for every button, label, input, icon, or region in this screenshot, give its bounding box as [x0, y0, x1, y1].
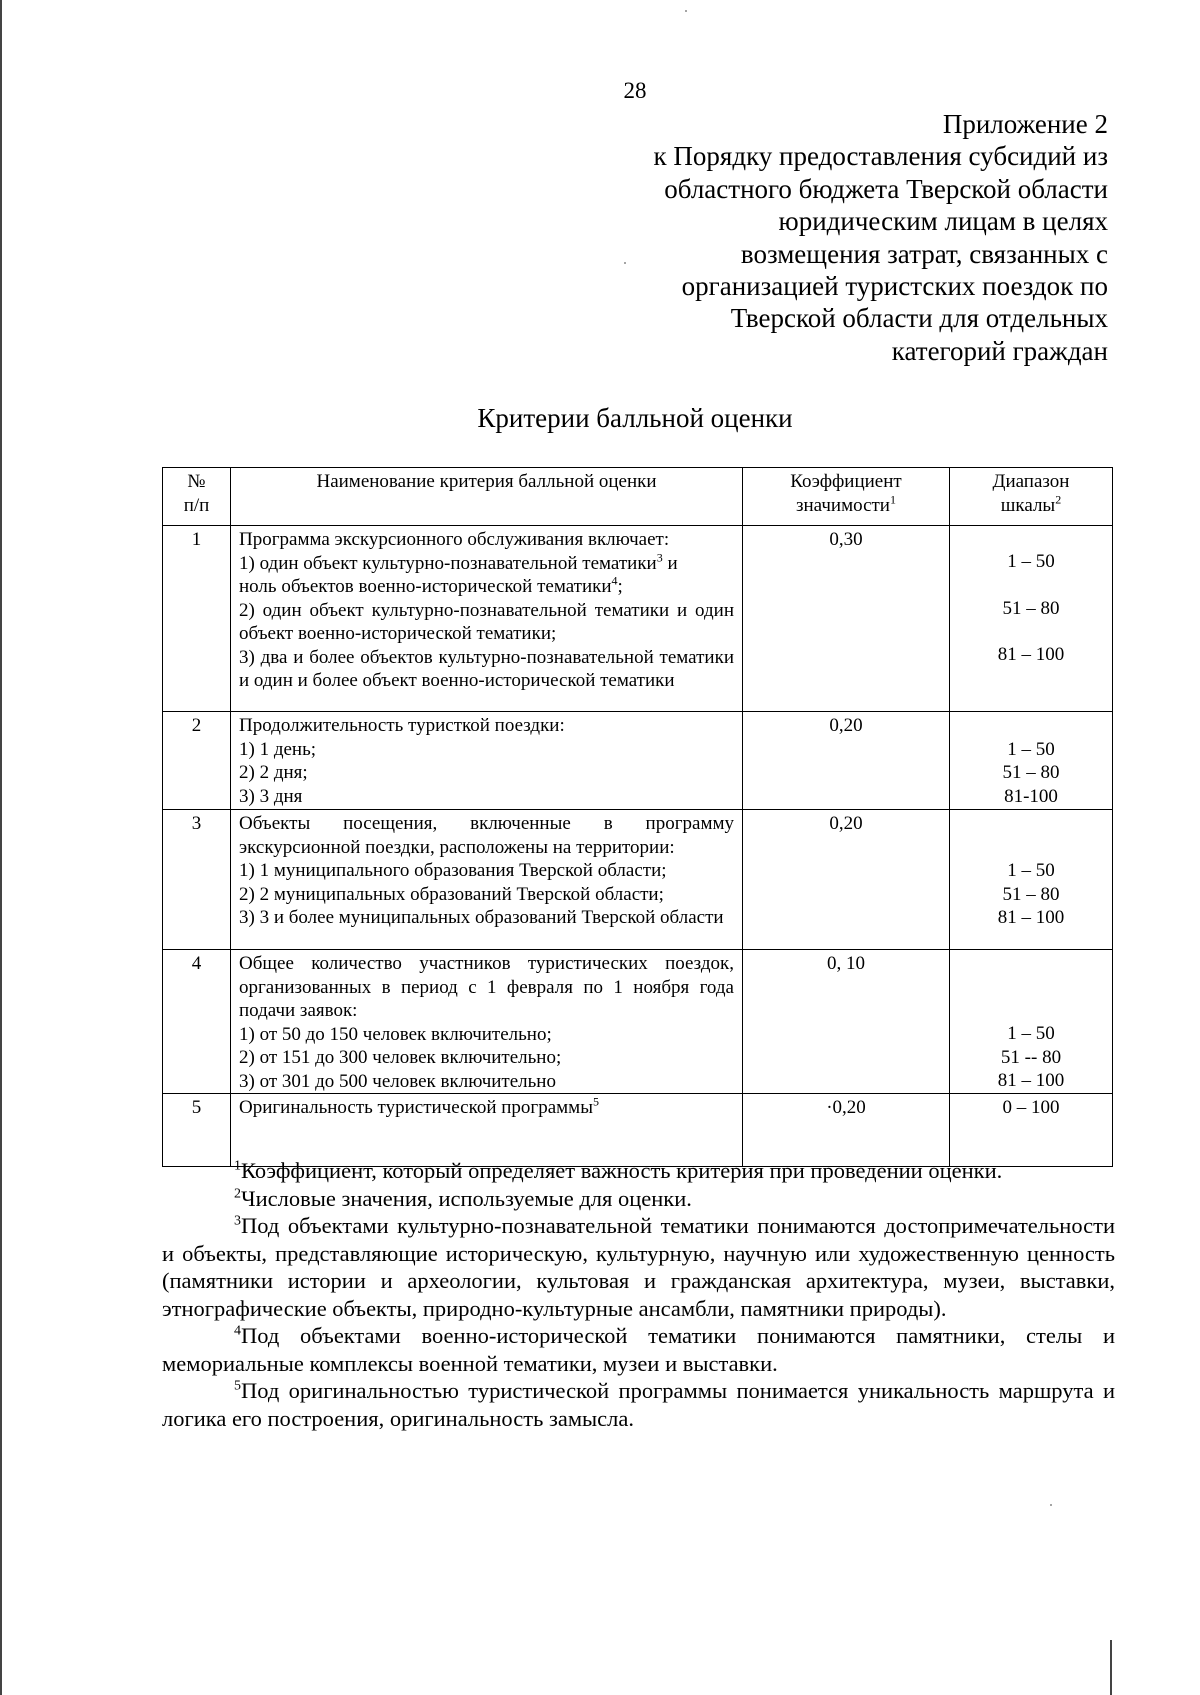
- page-number: 28: [623, 78, 647, 103]
- criterion-name: Общее количество участников туристических поездок, организованных в период с 1 февраля по 1 ноября года подачи заявок: 1) от 50 до 150 человек включительно; 2) от 151 до 300 человек включительно; 3) от 301 до 500 человек включительно: [231, 950, 743, 1094]
- footnotes: [162, 1157, 1115, 1432]
- header-range: Диапазон шкалы$^2$: [950, 468, 1113, 526]
- range-values: 1 – 50 51 – 80 81 – 100: [950, 810, 1113, 950]
- appendix-line: Тверской области для отдельных: [730, 303, 1108, 334]
- appendix-header: [548, 108, 1108, 367]
- appendix-line: организацией туристских поездок по: [681, 271, 1108, 302]
- row-number: 1: [163, 526, 231, 712]
- footnote: $^2$Числовые значения, используемые для оценки.: [234, 1185, 692, 1211]
- range-values: 0 – 100: [950, 1094, 1113, 1167]
- page-title: Критерии балльной оценки: [477, 403, 793, 433]
- criterion-name: Программа экскурсионного обслуживания включает: 1) один объект культурно-познавательной тематики$^3$ и ноль объектов военно-исторической тематики$^4$; 2) один объект культурно-познавательной тематики и один объект военно-исторической тематики; 3) два и более объектов культурно-познавательной тематики и один и более объект военно-исторической тематики: [231, 526, 743, 712]
- appendix-line: возмещения затрат, связанных с: [740, 238, 1108, 269]
- scan-speck: [685, 10, 687, 12]
- criterion-name: Объекты посещения, включенные в программу экскурсионной поездки, расположены на территории: 1) 1 муниципального образования Тверской области; 2) 2 муниципальных образований Тверской области; 3) 3 и более муниципальных образований Тверской области: [231, 810, 743, 950]
- footnote: $^5$Под оригинальностью туристической программы понимается уникальность маршрута и логика его построения, оригинальность замысла.: [162, 1378, 1115, 1431]
- scan-right-edge: [1110, 1640, 1112, 1695]
- table-row: [163, 810, 1113, 950]
- coefficient-value: 0,30: [743, 526, 950, 712]
- table-header-row: [163, 468, 1113, 526]
- appendix-line: к Порядку предоставления субсидий из: [653, 141, 1108, 172]
- table-row: [163, 526, 1113, 712]
- criterion-name: Продолжительность туристкой поездки: 1) 1 день; 2) 2 дня; 3) 3 дня: [231, 712, 743, 810]
- row-number: 2: [163, 712, 231, 810]
- coefficient-value: 0,20: [743, 712, 950, 810]
- header-num: № п/п: [163, 468, 231, 526]
- header-name: Наименование критерия балльной оценки: [231, 468, 743, 526]
- header-coef: Коэффициент значимости$^1$: [743, 468, 950, 526]
- scan-speck: [1050, 1504, 1052, 1506]
- appendix-line: Приложение 2: [942, 109, 1108, 139]
- range-values: 1 – 50 51 -- 80 81 – 100: [950, 950, 1113, 1094]
- coefficient-value: 0,20: [743, 810, 950, 950]
- table-row: [163, 712, 1113, 810]
- table-row: [163, 1094, 1113, 1167]
- range-values: 1 – 50 51 – 80 81 – 100: [950, 526, 1113, 712]
- coefficient-value: 0, 10: [743, 950, 950, 1094]
- row-number: 4: [163, 950, 231, 1094]
- footnote: $^1$Коэффициент, который определяет важность критерия при проведении оценки.: [234, 1158, 1003, 1183]
- scan-left-edge: [0, 0, 2, 1695]
- table-row: [163, 950, 1113, 1094]
- row-number: 5: [163, 1094, 231, 1167]
- criteria-table: [162, 467, 1113, 1167]
- appendix-line: областного бюджета Тверской области: [664, 173, 1108, 204]
- appendix-line: юридическим лицам в целях: [778, 206, 1108, 237]
- range-values: 1 – 50 51 – 80 81-100: [950, 712, 1113, 810]
- criterion-name: Оригинальность туристической программы$^5$: [231, 1094, 743, 1167]
- appendix-line: категорий граждан: [891, 335, 1108, 366]
- footnote: $^3$Под объектами культурно-познавательной тематики понимаются достопримечательности и объекты, представляющие историческую, культурную, научную или художественную ценность (памятники истории и археологии, культовая и гражданская архитектура, музеи, выставки, этнографические объекты, природно-культурные ансамбли, памятники природы).: [162, 1213, 1115, 1321]
- row-number: 3: [163, 810, 231, 950]
- footnote: $^4$Под объектами военно-исторической тематики понимаются памятники, стелы и мемориальные комплексы военной тематики, музеи и выставки.: [162, 1323, 1115, 1376]
- coefficient-value: ·0,20: [743, 1094, 950, 1167]
